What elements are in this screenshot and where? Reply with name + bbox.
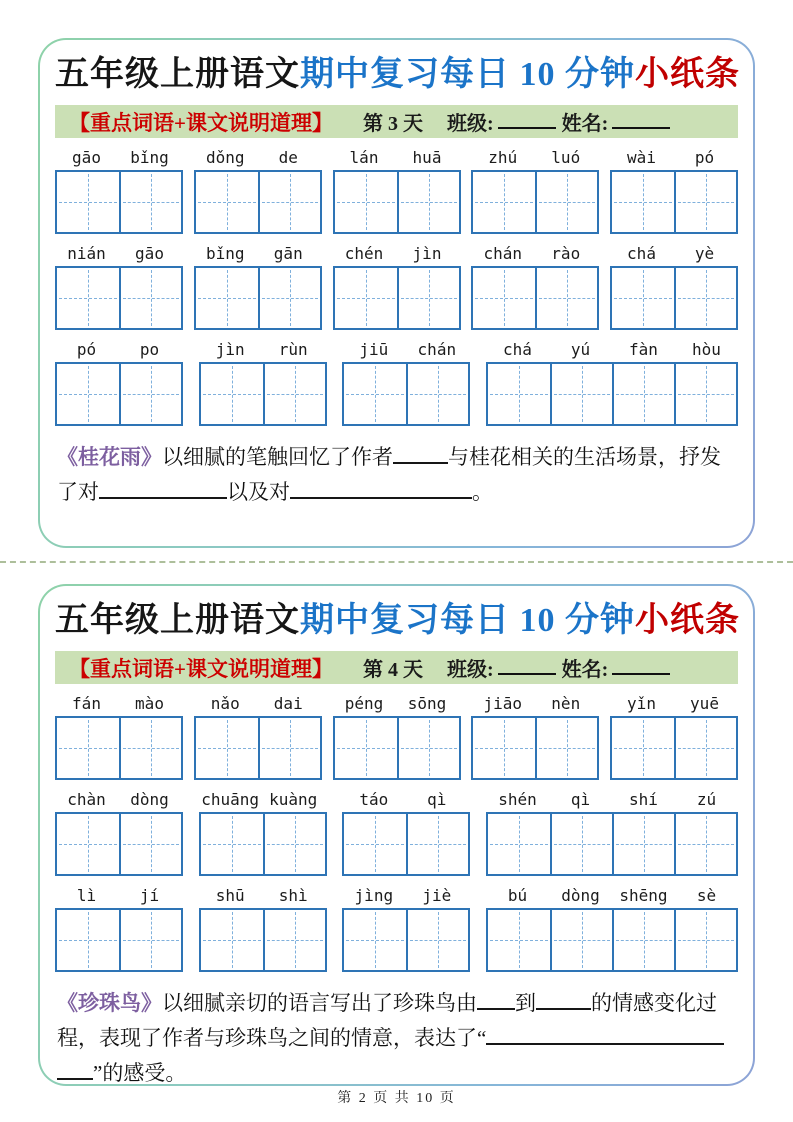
pinyin-grid-row <box>55 340 738 426</box>
word-group <box>199 790 327 876</box>
pinyin-syllable: táo <box>359 790 389 809</box>
writing-box <box>55 716 183 780</box>
pinyin-syllable: zú <box>696 790 717 809</box>
pinyin-syllable: yǐn <box>627 694 656 713</box>
writing-cell <box>263 364 325 424</box>
writing-cell <box>201 910 263 970</box>
pinyin-syllable: po <box>139 340 160 359</box>
writing-cell <box>57 910 119 970</box>
pinyin-syllable: shū <box>215 886 245 905</box>
writing-cell <box>397 172 459 232</box>
writing-cell <box>397 268 459 328</box>
writing-box <box>342 812 470 876</box>
passage-text: 到 <box>515 991 536 1015</box>
writing-cell <box>335 172 397 232</box>
pinyin-syllable: péng <box>344 694 384 713</box>
class-label: 班级: <box>446 659 494 681</box>
pinyin-line <box>55 148 183 167</box>
pinyin-line <box>471 148 599 167</box>
passage-text: 的情感变化过程，表现了作者与珍珠鸟之间的情意，表达了“ <box>57 991 717 1050</box>
card-inner <box>40 586 753 1084</box>
name-label: 姓名: <box>561 659 609 681</box>
word-group <box>342 340 470 426</box>
writing-box <box>199 908 327 972</box>
pinyin-line <box>199 790 327 809</box>
pinyin-syllable: fàn <box>629 340 658 359</box>
pinyin-line <box>610 148 738 167</box>
writing-cell <box>258 718 320 778</box>
pinyin-syllable: jiū <box>359 340 389 359</box>
writing-box <box>333 266 461 330</box>
pinyin-syllable: hòu <box>692 340 721 359</box>
section-heading: 【重点词语+课文说明道理】 <box>69 110 333 135</box>
pinyin-syllable: gāo <box>72 148 101 167</box>
writing-cell <box>406 814 468 874</box>
worksheet-card-day3 <box>38 38 755 548</box>
word-group <box>333 244 461 330</box>
writing-cell <box>612 718 674 778</box>
name-blank-line <box>612 115 670 129</box>
writing-cell <box>406 364 468 424</box>
name-blank-line <box>612 661 670 675</box>
pinyin-grid-row <box>55 148 738 234</box>
writing-box <box>486 362 738 426</box>
page-title <box>55 598 738 644</box>
day-label: 第 4 天 <box>362 659 423 681</box>
writing-cell <box>119 172 181 232</box>
writing-cell <box>344 364 406 424</box>
writing-box <box>194 170 322 234</box>
word-group <box>486 886 738 972</box>
pinyin-line <box>471 244 599 263</box>
pinyin-syllable: nián <box>67 244 106 263</box>
pinyin-syllable: jí <box>139 886 160 905</box>
word-group <box>342 790 470 876</box>
pinyin-syllable: mào <box>135 694 164 713</box>
pinyin-syllable: zhú <box>488 148 518 167</box>
writing-cell <box>674 268 736 328</box>
writing-cell <box>612 814 674 874</box>
word-group <box>333 148 461 234</box>
pinyin-syllable: qì <box>427 790 447 809</box>
pinyin-line <box>486 790 738 809</box>
writing-box <box>486 908 738 972</box>
section-heading: 【重点词语+课文说明道理】 <box>69 656 333 681</box>
pinyin-line <box>55 790 183 809</box>
writing-cell <box>119 364 181 424</box>
blank-line <box>536 991 591 1010</box>
pinyin-syllable: nǎo <box>210 694 240 713</box>
writing-cell <box>488 814 550 874</box>
writing-cell <box>196 268 258 328</box>
writing-cell <box>196 718 258 778</box>
writing-cell <box>119 718 181 778</box>
pinyin-syllable: dòng <box>561 886 600 905</box>
writing-cell <box>335 268 397 328</box>
title-part-black: 五年级上册语文 <box>55 56 300 93</box>
pinyin-line <box>486 886 738 905</box>
day-label: 第 3 天 <box>362 113 423 135</box>
pinyin-syllable: huā <box>412 148 442 167</box>
pinyin-syllable: chuāng <box>201 790 260 809</box>
word-group <box>194 148 322 234</box>
writing-cell <box>201 814 263 874</box>
blank-line <box>477 991 515 1010</box>
writing-cell <box>674 172 736 232</box>
pinyin-line <box>610 244 738 263</box>
word-group <box>610 148 738 234</box>
class-label: 班级: <box>446 113 494 135</box>
pinyin-line <box>55 244 183 263</box>
pinyin-syllable: shí <box>629 790 658 809</box>
word-group <box>199 340 327 426</box>
title-part-red: 小纸条 <box>635 602 740 639</box>
pinyin-syllable: pó <box>76 340 97 359</box>
word-group <box>55 790 183 876</box>
pinyin-syllable: yè <box>694 244 715 263</box>
pinyin-syllable: luó <box>551 148 581 167</box>
writing-cell <box>344 910 406 970</box>
writing-cell <box>612 910 674 970</box>
writing-box <box>333 716 461 780</box>
writing-box <box>342 908 470 972</box>
writing-cell <box>119 910 181 970</box>
writing-cell <box>488 364 550 424</box>
word-group <box>194 244 322 330</box>
writing-box <box>55 908 183 972</box>
writing-cell <box>57 172 119 232</box>
writing-cell <box>196 172 258 232</box>
writing-cell <box>57 364 119 424</box>
writing-cell <box>473 172 535 232</box>
writing-cell <box>397 718 459 778</box>
writing-box <box>55 170 183 234</box>
writing-box <box>199 362 327 426</box>
pinyin-grid-row <box>55 244 738 330</box>
writing-cell <box>406 910 468 970</box>
writing-cell <box>488 910 550 970</box>
pinyin-syllable: fán <box>72 694 101 713</box>
pinyin-syllable: lì <box>76 886 97 905</box>
pinyin-line <box>199 340 327 359</box>
writing-box <box>199 812 327 876</box>
word-group <box>471 244 599 330</box>
writing-box <box>610 170 738 234</box>
writing-cell <box>263 910 325 970</box>
pinyin-line <box>333 148 461 167</box>
passage <box>55 440 738 510</box>
word-group <box>194 694 322 780</box>
writing-cell <box>612 364 674 424</box>
passage <box>55 986 738 1084</box>
book-title: 《桂花雨》 <box>57 445 162 469</box>
writing-box <box>471 716 599 780</box>
writing-cell <box>674 910 736 970</box>
word-group <box>610 694 738 780</box>
card-inner <box>40 40 753 546</box>
pinyin-line <box>610 694 738 713</box>
word-group <box>471 148 599 234</box>
pinyin-syllable: shén <box>498 790 537 809</box>
pinyin-line <box>194 694 322 713</box>
word-group <box>486 340 738 426</box>
word-group <box>333 694 461 780</box>
pinyin-syllable: sōng <box>407 694 447 713</box>
title-part-red: 小纸条 <box>635 56 740 93</box>
pinyin-syllable: pó <box>694 148 715 167</box>
writing-box <box>333 170 461 234</box>
writing-box <box>342 362 470 426</box>
writing-cell <box>57 718 119 778</box>
writing-box <box>471 170 599 234</box>
pinyin-line <box>194 244 322 263</box>
writing-cell <box>550 814 612 874</box>
pinyin-syllable: jiāo <box>483 694 523 713</box>
blank-line <box>99 480 227 499</box>
pinyin-line <box>342 886 470 905</box>
section-bar <box>55 651 738 684</box>
pinyin-syllable: chán <box>483 244 523 263</box>
pinyin-syllable: chá <box>503 340 532 359</box>
page-divider <box>0 561 793 563</box>
pinyin-line <box>486 340 738 359</box>
class-blank-line <box>498 661 556 675</box>
worksheet-card-day4 <box>38 584 755 1086</box>
pinyin-syllable: wài <box>627 148 656 167</box>
pinyin-line <box>342 340 470 359</box>
writing-box <box>194 716 322 780</box>
word-group <box>610 244 738 330</box>
writing-cell <box>258 268 320 328</box>
title-part-blue: 期中复习每日 10 分钟 <box>300 56 635 93</box>
pinyin-rows <box>55 148 738 426</box>
word-group <box>486 790 738 876</box>
pinyin-syllable: dòng <box>130 790 169 809</box>
writing-box <box>610 716 738 780</box>
book-title: 《珍珠鸟》 <box>57 991 162 1015</box>
writing-cell <box>473 718 535 778</box>
pinyin-syllable: lán <box>349 148 379 167</box>
pinyin-line <box>55 340 183 359</box>
passage-text: ”的感受。 <box>93 1061 187 1084</box>
writing-box <box>194 266 322 330</box>
title-part-blue: 期中复习每日 10 分钟 <box>300 602 635 639</box>
passage-text: 以及对 <box>227 480 290 504</box>
blank-line <box>393 445 448 464</box>
writing-box <box>55 812 183 876</box>
pinyin-syllable: qì <box>570 790 591 809</box>
word-group <box>199 886 327 972</box>
pinyin-syllable: rào <box>551 244 581 263</box>
pinyin-line <box>471 694 599 713</box>
writing-cell <box>344 814 406 874</box>
word-group <box>342 886 470 972</box>
writing-box <box>55 362 183 426</box>
page-title <box>55 52 738 98</box>
writing-cell <box>535 718 597 778</box>
pinyin-syllable: yuē <box>690 694 719 713</box>
pinyin-syllable: gāo <box>135 244 164 263</box>
title-part-black: 五年级上册语文 <box>55 602 300 639</box>
class-blank-line <box>498 115 556 129</box>
writing-cell <box>258 172 320 232</box>
word-group <box>471 694 599 780</box>
pinyin-syllable: chán <box>417 340 457 359</box>
pinyin-syllable: chén <box>344 244 384 263</box>
pinyin-syllable: de <box>278 148 298 167</box>
pinyin-syllable: jìng <box>354 886 394 905</box>
pinyin-line <box>333 244 461 263</box>
pinyin-syllable: bǐng <box>130 148 169 167</box>
pinyin-syllable: dǒng <box>205 148 245 167</box>
word-group <box>55 340 183 426</box>
writing-cell <box>473 268 535 328</box>
writing-cell <box>57 268 119 328</box>
writing-cell <box>263 814 325 874</box>
blank-line <box>57 1061 93 1080</box>
pinyin-syllable: gān <box>273 244 303 263</box>
writing-cell <box>612 268 674 328</box>
word-group <box>55 148 183 234</box>
pinyin-syllable: jìn <box>412 244 442 263</box>
pinyin-syllable: kuàng <box>269 790 318 809</box>
pinyin-syllable: rùn <box>278 340 308 359</box>
writing-cell <box>550 910 612 970</box>
word-group <box>55 244 183 330</box>
pinyin-syllable: shēng <box>619 886 668 905</box>
pinyin-grid-row <box>55 694 738 780</box>
passage-text: 以细腻亲切的语言写出了珍珠鸟由 <box>162 991 477 1015</box>
writing-box <box>486 812 738 876</box>
writing-cell <box>674 718 736 778</box>
writing-cell <box>535 268 597 328</box>
writing-cell <box>674 814 736 874</box>
writing-cell <box>535 172 597 232</box>
pinyin-syllable: bǐng <box>205 244 245 263</box>
page-footer: 第 2 页 共 10 页 <box>337 1091 456 1106</box>
writing-cell <box>335 718 397 778</box>
pinyin-line <box>342 790 470 809</box>
pinyin-line <box>194 148 322 167</box>
passage-text: 。 <box>472 480 493 504</box>
blank-line <box>290 480 472 499</box>
pinyin-rows <box>55 694 738 972</box>
pinyin-line <box>333 694 461 713</box>
pinyin-line <box>55 886 183 905</box>
writing-box <box>471 266 599 330</box>
passage-text: 与桂花相关的生活场景，抒发了对 <box>57 445 721 504</box>
writing-cell <box>119 814 181 874</box>
writing-cell <box>119 268 181 328</box>
pinyin-syllable: yú <box>570 340 591 359</box>
word-group <box>55 886 183 972</box>
pinyin-line <box>199 886 327 905</box>
pinyin-line <box>55 694 183 713</box>
pinyin-grid-row <box>55 886 738 972</box>
writing-cell <box>612 172 674 232</box>
blank-line <box>486 1026 724 1045</box>
pinyin-grid-row <box>55 790 738 876</box>
writing-box <box>55 266 183 330</box>
passage-text: 以细腻的笔触回忆了作者 <box>162 445 393 469</box>
writing-cell <box>674 364 736 424</box>
pinyin-syllable: jiè <box>422 886 452 905</box>
pinyin-syllable: nèn <box>551 694 581 713</box>
pinyin-syllable: jìn <box>215 340 245 359</box>
word-group <box>55 694 183 780</box>
pinyin-syllable: chàn <box>67 790 106 809</box>
writing-cell <box>57 814 119 874</box>
writing-cell <box>201 364 263 424</box>
section-bar <box>55 105 738 138</box>
pinyin-syllable: sè <box>696 886 717 905</box>
pinyin-syllable: shì <box>278 886 308 905</box>
pinyin-syllable: dai <box>273 694 303 713</box>
writing-cell <box>550 364 612 424</box>
pinyin-syllable: bú <box>507 886 528 905</box>
name-label: 姓名: <box>561 113 609 135</box>
writing-box <box>610 266 738 330</box>
pinyin-syllable: chá <box>627 244 656 263</box>
